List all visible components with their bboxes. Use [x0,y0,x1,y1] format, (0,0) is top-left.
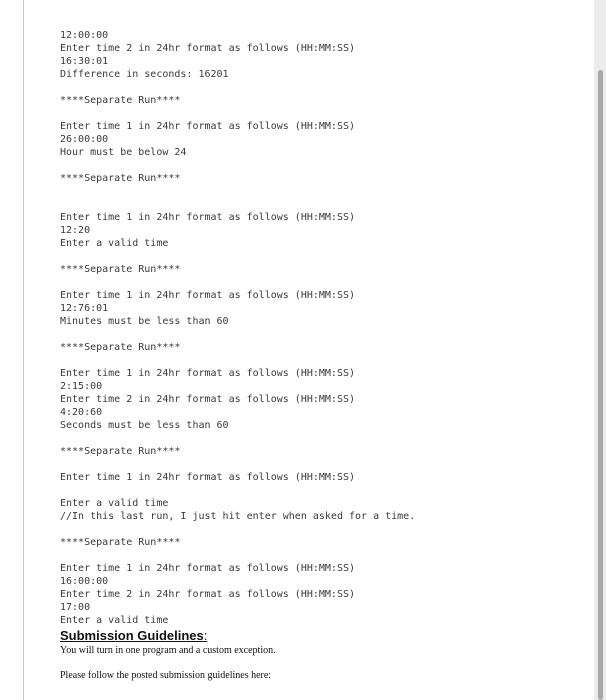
console-line: 12:20 [60,225,91,236]
scrollbar-thumb[interactable] [598,70,603,700]
guidelines-line-program: You will turn in one program and a custom exception. [60,645,276,656]
console-line: ****Separate Run**** [60,173,181,184]
console-line: Enter a valid time [60,238,169,249]
console-line: Minutes must be less than 60 [60,316,229,327]
console-line: Enter time 1 in 24hr format as follows (HH:MM:SS) [60,563,356,574]
console-line: Enter time 2 in 24hr format as follows (HH:MM:SS) [60,394,356,405]
console-line: Enter time 1 in 24hr format as follows (HH:MM:SS) [60,212,356,223]
console-line: 17:00 [60,602,91,613]
console-line: //In this last run, I just hit enter when asked for a time. [60,511,416,522]
console-line: Enter time 1 in 24hr format as follows (HH:MM:SS) [60,121,356,132]
submission-guidelines-heading [60,628,207,643]
console-line: Enter a valid time [60,615,169,626]
console-line: ****Separate Run**** [60,446,181,457]
console-line: Enter a valid time [60,498,169,509]
page-left-border [23,0,24,700]
console-line: 16:30:01 [60,56,109,67]
console-line: Hour must be below 24 [60,147,187,158]
console-line: 26:00:00 [60,134,109,145]
console-line: 2:15:00 [60,381,103,392]
console-line: Enter time 1 in 24hr format as follows (HH:MM:SS) [60,472,356,483]
console-line: ****Separate Run**** [60,342,181,353]
console-line: ****Separate Run**** [60,95,181,106]
console-line: 4:20:60 [60,407,103,418]
console-line: Enter time 1 in 24hr format as follows (HH:MM:SS) [60,290,356,301]
console-line: Seconds must be less than 60 [60,420,229,431]
submission-guidelines-title: Submission Guidelines [60,628,204,643]
console-line: Enter time 2 in 24hr format as follows (HH:MM:SS) [60,589,356,600]
console-line: 12:00:00 [60,30,109,41]
console-line: ****Separate Run**** [60,537,181,548]
console-line: ****Separate Run**** [60,264,181,275]
guidelines-line-follow: Please follow the posted submission guidelines here: [60,670,272,681]
scrollbar[interactable] [594,0,606,700]
console-line: 16:00:00 [60,576,109,587]
heading-colon: : [203,628,208,643]
console-line: Enter time 2 in 24hr format as follows (HH:MM:SS) [60,43,356,54]
console-line: Enter time 1 in 24hr format as follows (HH:MM:SS) [60,368,356,379]
console-line: 12:76:01 [60,303,109,314]
console-line: Difference in seconds: 16201 [60,69,229,80]
